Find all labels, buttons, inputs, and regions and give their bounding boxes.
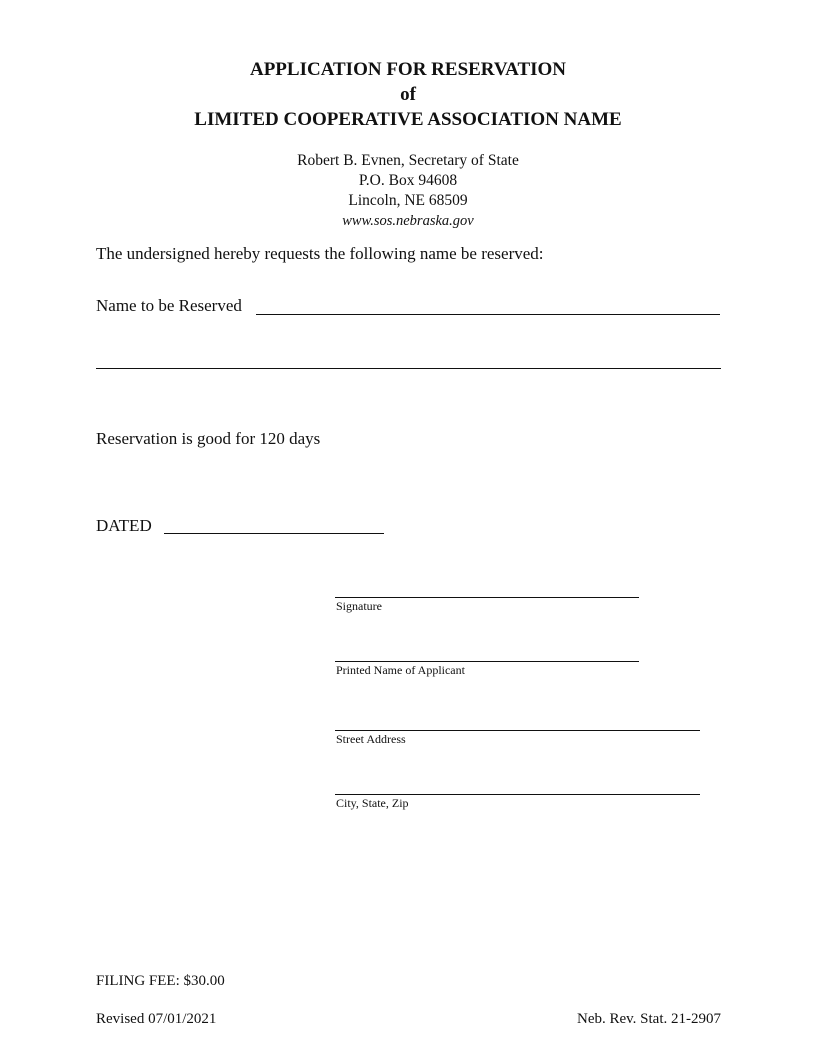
- name-to-reserve-line[interactable]: [256, 314, 720, 315]
- dated-label: DATED: [96, 516, 152, 535]
- street-address-line[interactable]: [335, 730, 700, 731]
- city-state-zip-line[interactable]: [335, 794, 700, 795]
- revision-date: Revised 07/01/2021: [96, 1011, 217, 1027]
- secretary-of-state-name: Robert B. Evnen, Secretary of State: [297, 152, 519, 169]
- signature-label: Signature: [336, 599, 382, 613]
- form-title-connector: of: [400, 84, 416, 105]
- printed-name-line[interactable]: [335, 661, 639, 662]
- street-address-label: Street Address: [336, 732, 406, 746]
- office-po-box: P.O. Box 94608: [358, 172, 458, 189]
- form-title: APPLICATION FOR RESERVATION: [249, 59, 567, 80]
- name-to-reserve-continuation-line[interactable]: [96, 368, 721, 369]
- form-subtitle: LIMITED COOPERATIVE ASSOCIATION NAME: [194, 109, 622, 130]
- name-to-reserve-label: Name to be Reserved: [96, 296, 242, 315]
- printed-name-label: Printed Name of Applicant: [336, 663, 465, 677]
- statute-reference: Neb. Rev. Stat. 21-2907: [576, 1011, 721, 1027]
- reservation-duration-note: Reservation is good for 120 days: [96, 429, 321, 448]
- filing-fee: FILING FEE: $30.00: [96, 973, 225, 989]
- city-state-zip-label: City, State, Zip: [336, 796, 409, 810]
- intro-statement: The undersigned hereby requests the following name be reserved:: [96, 244, 544, 263]
- signature-line[interactable]: [335, 597, 639, 598]
- office-website: www.sos.nebraska.gov: [342, 213, 474, 229]
- office-city-state-zip: Lincoln, NE 68509: [348, 192, 468, 209]
- dated-line[interactable]: [164, 533, 384, 534]
